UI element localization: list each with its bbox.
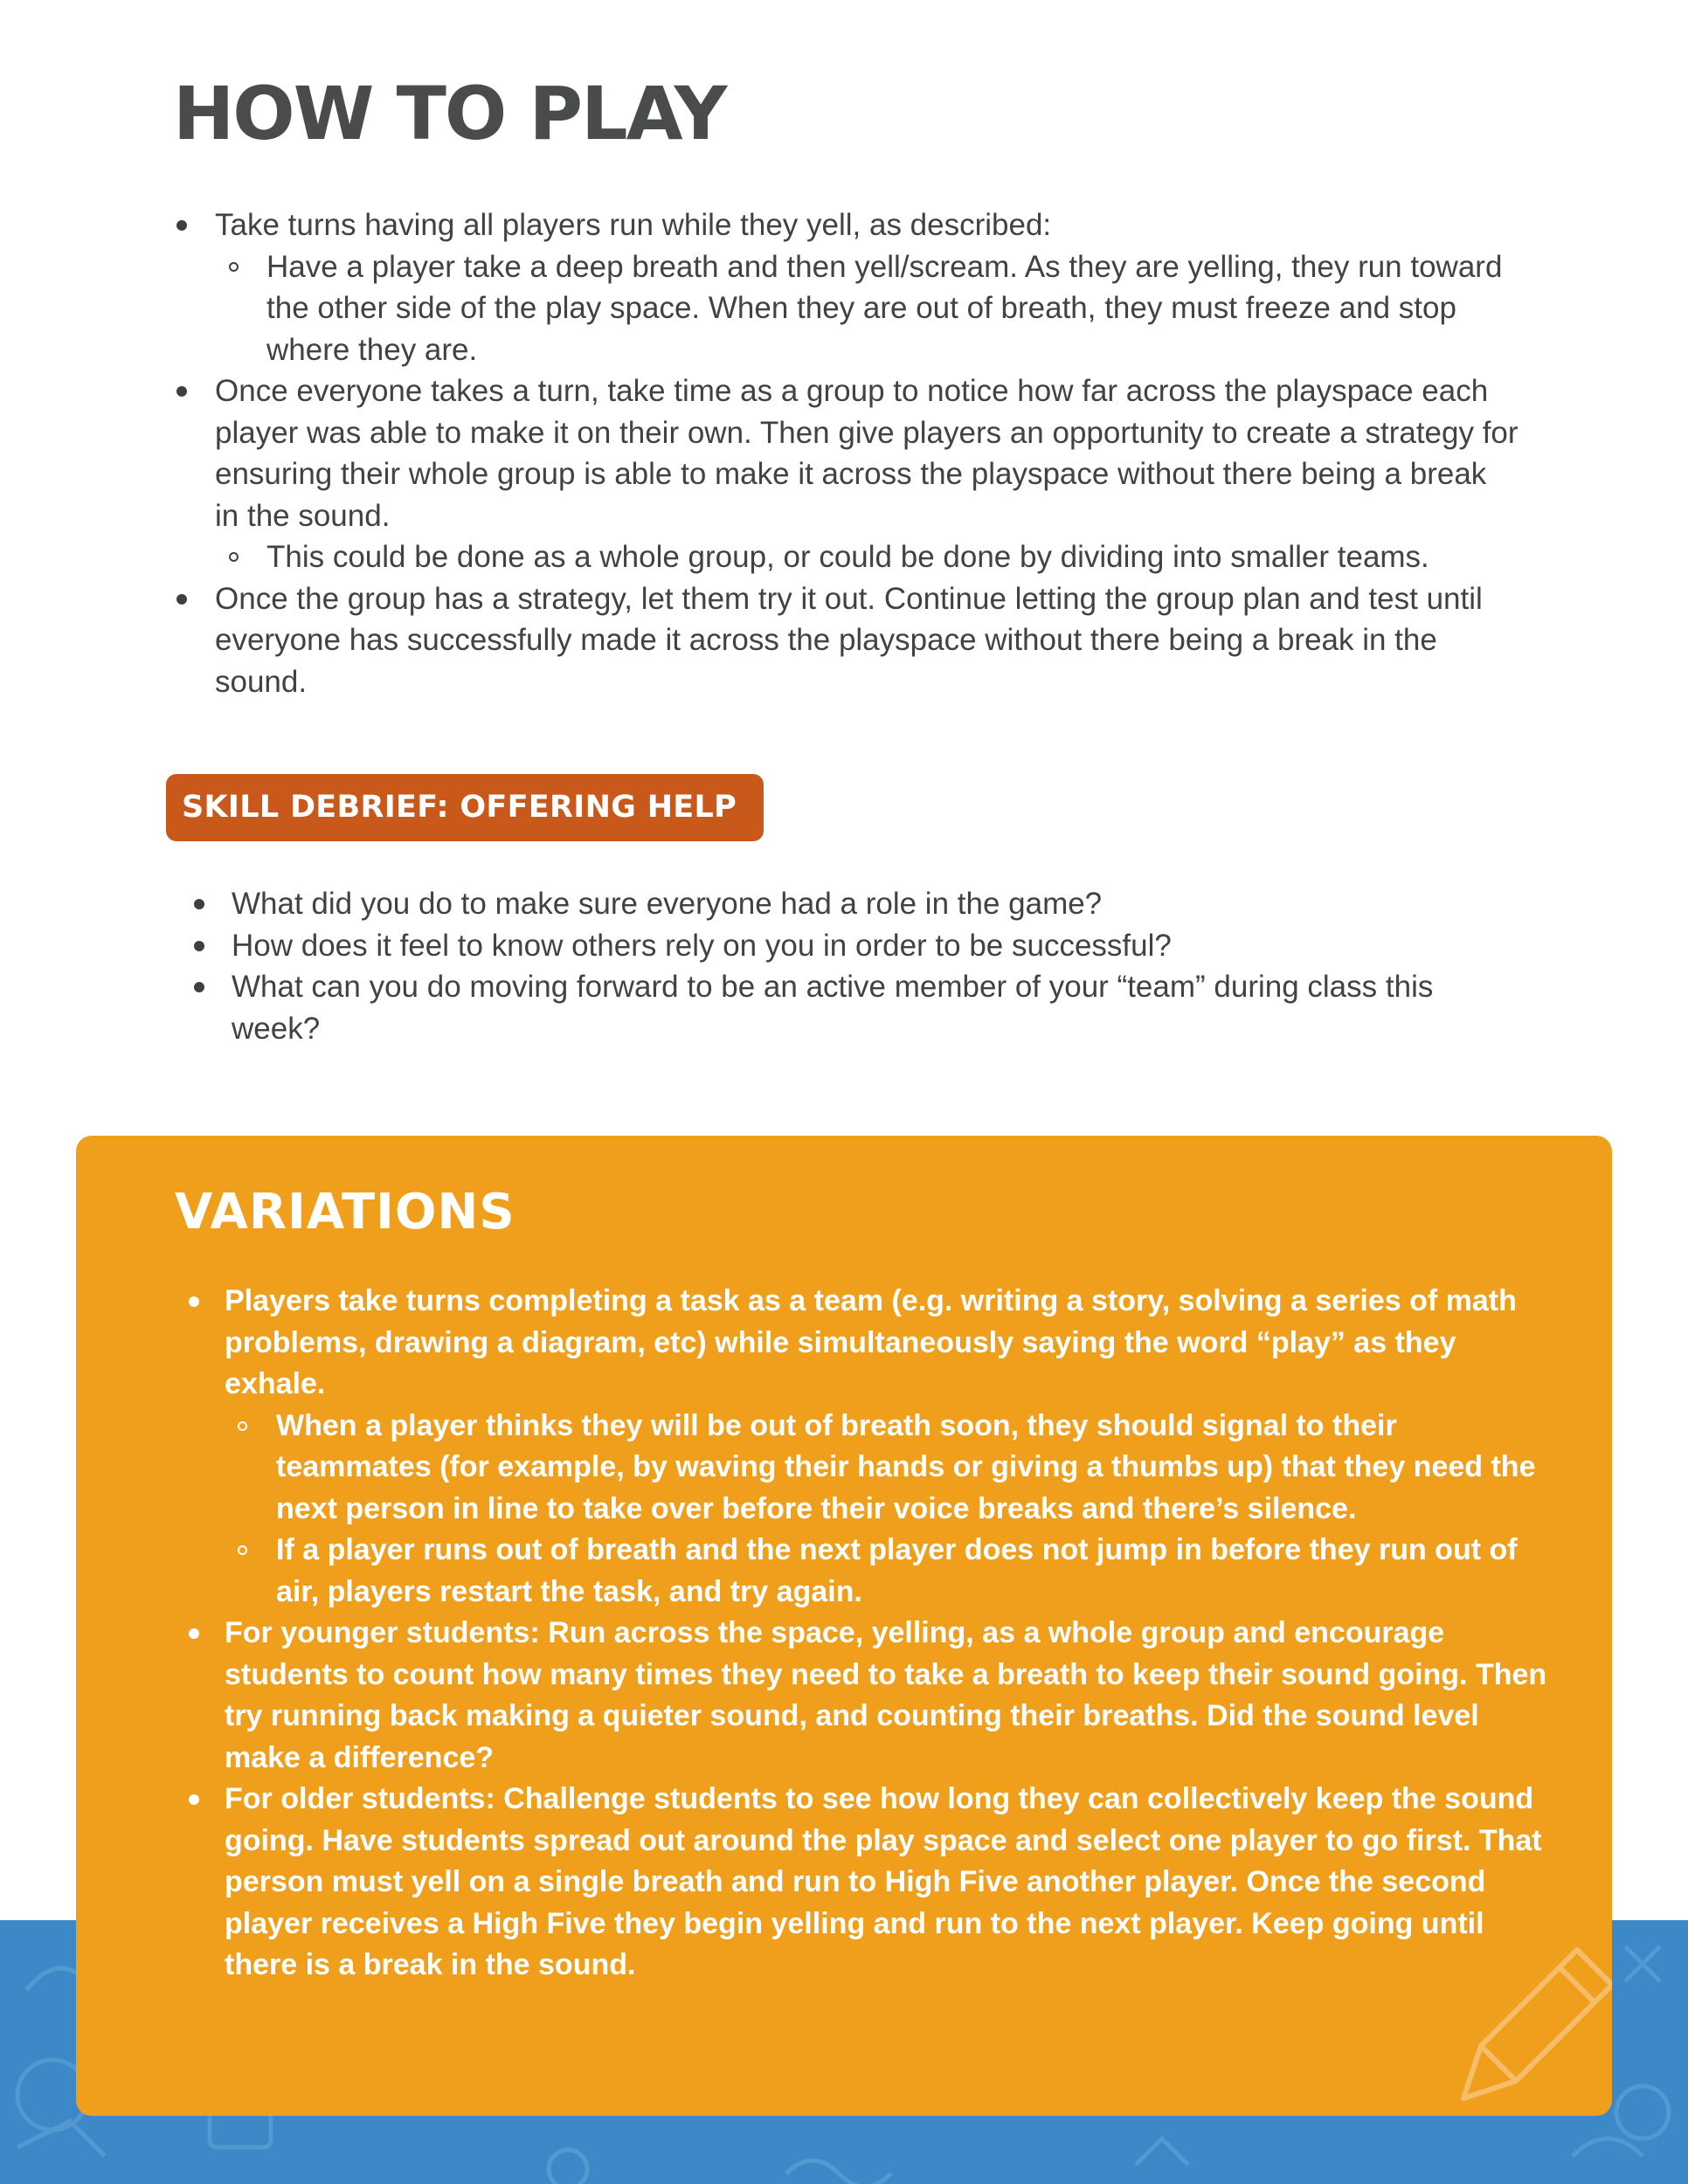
list-item: [173, 204, 1519, 246]
list-item-text: For younger students: Run across the space, yelling, as a whole group and encourage students to count how many times they need to take a breath to keep their sound going. Then try running back making a quieter sound, and counting their breaths. Did the sound level make a difference?: [225, 1616, 1547, 1774]
bullet-dot-icon: [176, 386, 187, 397]
list-item: [173, 246, 1519, 371]
list-item-text: When a player thinks they will be out of breath soon, they should signal to their teammates (for example, by waving their hands or giving a thumbs up) that they need the next person in line to take over before their voice breaks and there’s silence.: [276, 1408, 1536, 1525]
list-item-text: Players take turns completing a task as a team (e.g. writing a story, solving a series of math problems, drawing a diagram, etc) while simultaneously saying the word “play” as they exhale.: [225, 1284, 1517, 1400]
list-item-text: What did you do to make sure everyone had a role in the game?: [232, 887, 1103, 921]
variations-heading: VARIATIONS: [175, 1184, 515, 1241]
list-item: [185, 1406, 1548, 1531]
variations-panel: [76, 1136, 1612, 2116]
bullet-circle-icon: [229, 552, 239, 562]
list-item: [173, 536, 1519, 578]
list-item-text: Once the group has a strategy, let them try it out. Continue letting the group plan and test until everyone has successfully made it across the playspace without there being a break in the sound.: [215, 581, 1483, 699]
list-item-text: How does it feel to know others rely on you in order to be successful?: [232, 928, 1172, 963]
list-item: [185, 1613, 1548, 1779]
list-item: [173, 370, 1519, 536]
pencil-icon: [1437, 1941, 1612, 2116]
list-item-text: Once everyone takes a turn, take time as a group to notice how far across the playspace each player was able to make it on their own. Then give players an opportunity to create a strategy for ensuring their whole group is able to make it across the playspace without there being a break in the sound.: [215, 374, 1519, 533]
list-item-text: For older students: Challenge students to see how long they can collectively keep the sound going. Have students spread out around the play space and select one player to go first. That person must yell on a single breath and run to High Five another player. Once the second player receives a High Five they begin yelling and run to the next player. Keep going until there is a break in the sound.: [225, 1782, 1542, 1981]
bullet-dot-icon: [189, 1296, 199, 1307]
list-item: [173, 578, 1519, 703]
variations-list: [185, 1281, 1548, 1987]
how-to-play-heading: HOW TO PLAY: [173, 71, 726, 156]
bullet-dot-icon: [189, 1628, 199, 1639]
list-item-text: What can you do moving forward to be an active member of your “team” during class this week?: [232, 970, 1434, 1046]
skill-debrief-badge: SKILL DEBRIEF: OFFERING HELP: [166, 774, 764, 841]
skill-debrief-list: [190, 883, 1519, 1049]
bullet-dot-icon: [194, 941, 204, 951]
bullet-circle-icon: [238, 1545, 247, 1555]
bullet-dot-icon: [176, 220, 187, 231]
list-item: [190, 925, 1519, 967]
list-item-text: If a player runs out of breath and the next player does not jump in before they run out of air, players restart the task, and try again.: [276, 1533, 1518, 1608]
bullet-circle-icon: [238, 1421, 247, 1431]
bullet-dot-icon: [176, 594, 187, 605]
list-item-text: Take turns having all players run while they yell, as described:: [215, 208, 1052, 242]
bullet-dot-icon: [189, 1794, 199, 1805]
list-item: [190, 966, 1519, 1049]
list-item: [185, 1530, 1548, 1613]
list-item: [185, 1779, 1548, 1987]
list-item: [190, 883, 1519, 925]
how-to-play-list: [173, 204, 1519, 702]
bullet-circle-icon: [229, 262, 239, 272]
bullet-dot-icon: [194, 982, 204, 992]
bullet-dot-icon: [194, 899, 204, 909]
list-item-text: Have a player take a deep breath and then yell/scream. As they are yelling, they run toward the other side of the play space. When they are out of breath, they must freeze and stop where they are.: [266, 249, 1503, 367]
list-item-text: This could be done as a whole group, or could be done by dividing into smaller teams.: [266, 540, 1429, 574]
list-item: [185, 1281, 1548, 1406]
